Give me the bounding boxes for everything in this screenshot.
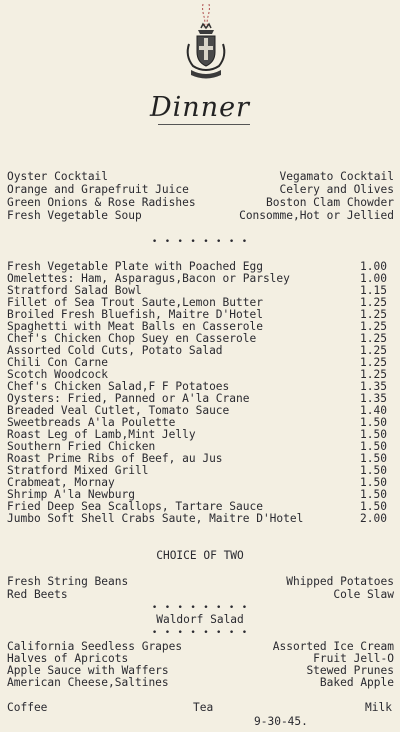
dessert-left: Halves of Apricots <box>7 652 129 665</box>
appetizer-row <box>7 170 394 183</box>
entree-name: Jumbo Soft Shell Crabs Saute, Maitre D'Hotel <box>7 512 304 525</box>
beverage-row <box>7 701 394 714</box>
entree-name: Fresh Vegetable Plate with Poached Egg <box>7 260 263 273</box>
entree-name: Stratford Mixed Grill <box>7 464 149 477</box>
title-underline <box>158 124 250 125</box>
entree-price: 1.25 <box>360 308 387 321</box>
entree-price: 1.25 <box>360 356 387 369</box>
side-right: Whipped Potatoes <box>286 575 394 588</box>
entree-price: 1.00 <box>360 272 387 285</box>
dot-divider: • • • • • • • • <box>151 237 249 247</box>
entree-name: Shrimp A'la Newburg <box>7 488 135 501</box>
dessert-left: California Seedless Grapes <box>7 640 183 653</box>
entree-name: Breaded Veal Cutlet, Tomato Sauce <box>7 404 230 417</box>
entree-price: 1.50 <box>360 464 387 477</box>
entree-name: Crabmeat, Mornay <box>7 476 115 489</box>
entree-name: Chef's Chicken Salad,F F Potatoes <box>7 380 230 393</box>
entree-name: Assorted Cold Cuts, Potato Salad <box>7 344 223 357</box>
dessert-left: American Cheese,Saltines <box>7 676 169 689</box>
beverage-tea: Tea <box>193 701 214 714</box>
entree-price: 1.40 <box>360 404 387 417</box>
menu-title: Dinner <box>150 92 250 123</box>
entree-name: Scotch Woodcock <box>7 368 109 381</box>
salad-heading: Waldorf Salad <box>156 613 244 626</box>
entree-price: 1.50 <box>360 488 387 501</box>
dessert-right: Fruit Jell-O <box>313 652 394 665</box>
entree-price: 1.25 <box>360 332 387 345</box>
appetizer-right: Consomme,Hot or Jellied <box>239 209 394 222</box>
entree-price: 1.25 <box>360 320 387 333</box>
entree-name: Fried Deep Sea Scallops, Tartare Sauce <box>7 500 263 513</box>
beverage-milk: Milk <box>365 701 392 714</box>
dessert-right: Stewed Prunes <box>306 664 394 677</box>
entree-name: Sweetbreads A'la Poulette <box>7 416 176 429</box>
entree-price: 1.50 <box>360 416 387 429</box>
entree-price: 1.25 <box>360 368 387 381</box>
entree-price: 1.50 <box>360 452 387 465</box>
appetizer-left: Orange and Grapefruit Juice <box>7 183 189 196</box>
entree-price: 1.35 <box>360 380 387 393</box>
crest-icon <box>183 4 229 82</box>
appetizer-left: Green Onions & Rose Radishes <box>7 196 196 209</box>
entree-name: Roast Leg of Lamb,Mint Jelly <box>7 428 196 441</box>
appetizer-left: Oyster Cocktail <box>7 170 109 183</box>
entree-price: 1.00 <box>360 260 387 273</box>
dessert-left: Apple Sauce with Waffers <box>7 664 169 677</box>
side-left: Red Beets <box>7 588 68 601</box>
entree-name: Stratford Salad Bowl <box>7 284 142 297</box>
appetizer-left: Fresh Vegetable Soup <box>7 209 142 222</box>
choice-heading: CHOICE OF TWO <box>156 549 244 562</box>
entree-price: 1.25 <box>360 296 387 309</box>
dessert-right: Assorted Ice Cream <box>272 640 394 653</box>
entree-name: Broiled Fresh Bluefish, Maitre D'Hotel <box>7 308 263 321</box>
side-left: Fresh String Beans <box>7 575 129 588</box>
entree-price: 1.50 <box>360 428 387 441</box>
dot-divider: • • • • • • • • <box>151 628 249 638</box>
appetizer-right: Vegamato Cocktail <box>279 170 394 183</box>
dessert-row <box>7 676 394 689</box>
entree-name: Fillet of Sea Trout Saute,Lemon Butter <box>7 296 263 309</box>
entree-row <box>7 512 394 525</box>
entree-price: 1.15 <box>360 284 387 297</box>
entree-price: 1.50 <box>360 476 387 489</box>
date-text: 9-30-45. <box>254 715 308 728</box>
appetizer-right: Celery and Olives <box>279 183 394 196</box>
entree-price: 1.25 <box>360 344 387 357</box>
dessert-right: Baked Apple <box>319 676 394 689</box>
entree-price: 1.50 <box>360 500 387 513</box>
entree-name: Chili Con Carne <box>7 356 109 369</box>
entree-name: Roast Prime Ribs of Beef, au Jus <box>7 452 223 465</box>
dot-divider: • • • • • • • • <box>151 603 249 613</box>
entree-price: 2.00 <box>360 512 387 525</box>
side-right: Cole Slaw <box>333 588 394 601</box>
entree-name: Spaghetti with Meat Balls en Casserole <box>7 320 263 333</box>
entree-name: Oysters: Fried, Panned or A'la Crane <box>7 392 250 405</box>
entree-price: 1.50 <box>360 440 387 453</box>
menu-date <box>254 715 334 728</box>
side-row <box>7 588 394 601</box>
side-row <box>7 575 394 588</box>
entree-price: 1.35 <box>360 392 387 405</box>
appetizer-row <box>7 196 394 209</box>
entree-name: Omelettes: Ham, Asparagus,Bacon or Parsley <box>7 272 290 285</box>
entree-name: Chef's Chicken Chop Suey en Casserole <box>7 332 257 345</box>
entree-name: Southern Fried Chicken <box>7 440 156 453</box>
appetizer-row <box>7 183 394 196</box>
beverage-coffee: Coffee <box>7 701 48 714</box>
appetizer-row <box>7 209 394 222</box>
appetizer-right: Boston Clam Chowder <box>266 196 394 209</box>
